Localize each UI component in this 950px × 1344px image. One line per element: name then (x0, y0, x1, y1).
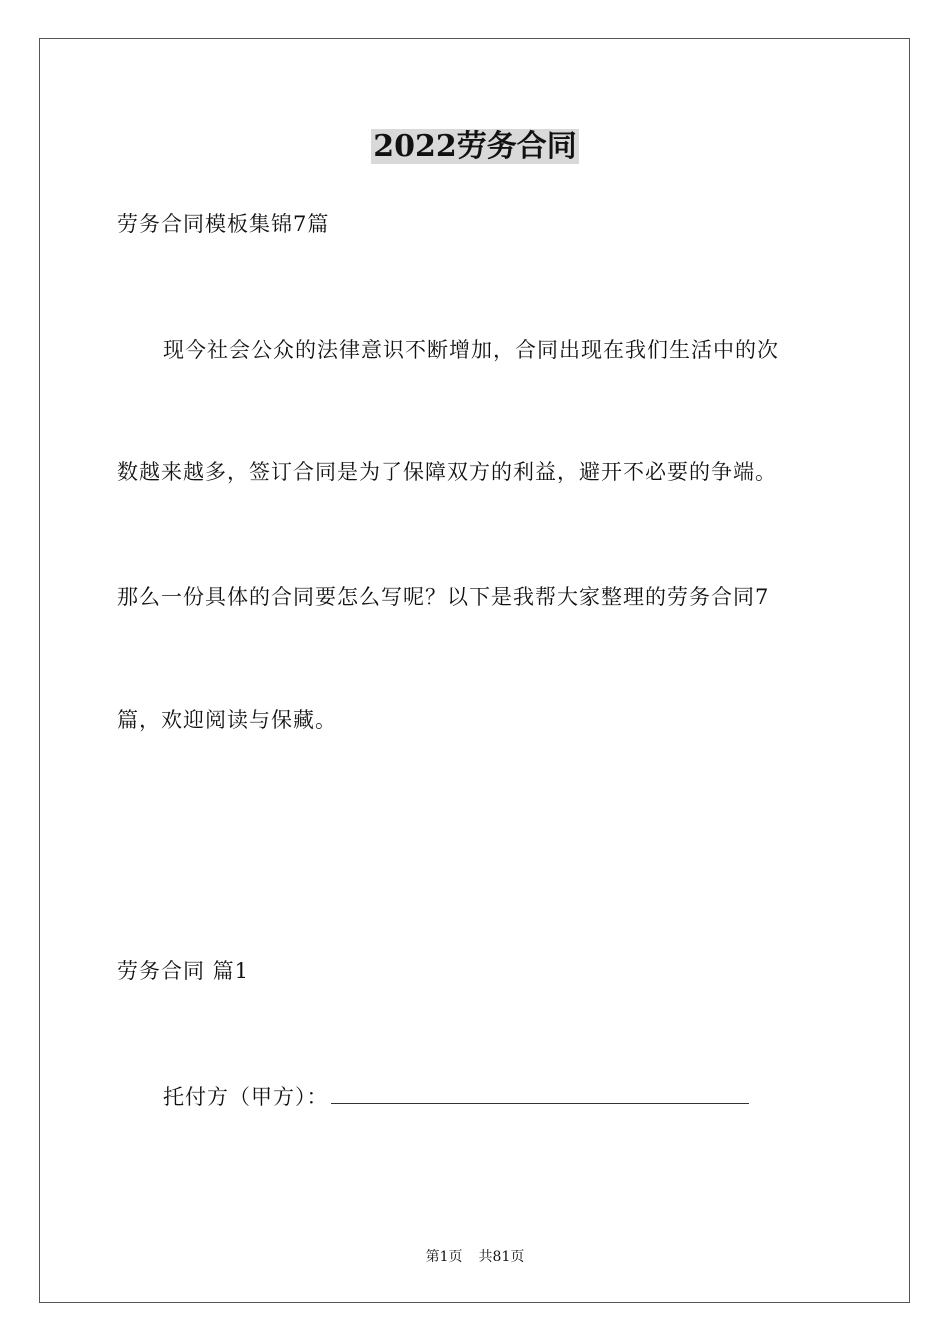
client-field-label: 托付方（甲方）： (163, 1085, 329, 1109)
document-title-text: 2022劳务合同 (373, 129, 577, 164)
intro-paragraph-line-3: 那么一份具体的合同要怎么写呢？以下是我帮大家整理的劳务合同7 (117, 585, 770, 609)
document-title (0, 125, 950, 169)
client-field-row (163, 1081, 749, 1112)
intro-paragraph-line-4: 篇，欢迎阅读与保藏。 (117, 708, 337, 732)
section-heading: 劳务合同 篇1 (117, 959, 250, 983)
page-number-current: 第1页 (425, 1249, 463, 1265)
page-number-total: 共81页 (478, 1249, 525, 1265)
client-field-blank[interactable] (331, 1081, 749, 1104)
document-subtitle: 劳务合同模板集锦7篇 (117, 212, 330, 236)
intro-paragraph-line-2: 数越来越多，签订合同是为了保障双方的利益，避开不必要的争端。 (117, 460, 777, 484)
intro-paragraph-line-1: 现今社会公众的法律意识不断增加，合同出现在我们生活中的次 (163, 338, 779, 362)
page-footer (0, 1248, 950, 1266)
